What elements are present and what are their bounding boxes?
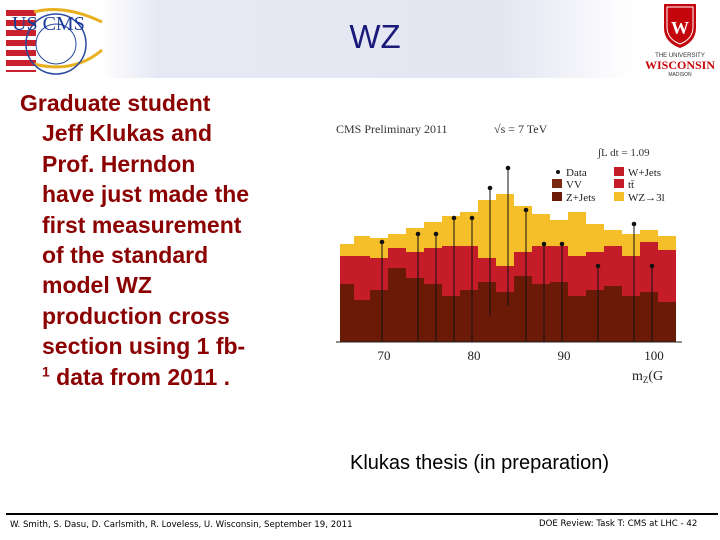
plot-header-left: CMS Preliminary 2011 — [336, 122, 448, 136]
plot-legend — [536, 160, 682, 210]
uw-line3: MADISON — [668, 72, 692, 78]
uw-logo — [640, 2, 720, 78]
footer-divider — [6, 513, 718, 515]
body-line-last — [20, 362, 310, 392]
uscms-logo — [4, 4, 108, 76]
legend-ttbar: tt̄ — [628, 179, 635, 191]
legend-wz: WZ→3l — [628, 192, 665, 204]
x-tick-label: 90 — [557, 348, 571, 363]
body-line: of the standard — [42, 242, 209, 269]
legend-vv: VV — [566, 179, 582, 191]
legend-wjets: W+Jets — [628, 167, 662, 179]
x-tick-label: 80 — [467, 348, 481, 363]
body-line: Jeff Klukas and — [42, 120, 212, 147]
footer-review: DOE Review: Task T: CMS at LHC - 42 — [539, 519, 698, 529]
body-line: Graduate student — [20, 90, 211, 116]
plot-caption: Klukas thesis (in preparation) — [350, 452, 610, 474]
crest-letter: W — [671, 18, 689, 38]
body-line: section using 1 fb- — [42, 333, 246, 360]
uw-line2: WISCONSIN — [644, 58, 716, 72]
body-text — [20, 88, 310, 392]
uscms-text: US CMS — [12, 13, 85, 35]
body-line: Prof. Herndon — [42, 150, 196, 177]
body-line: have just made the — [42, 181, 250, 208]
wz-mass-plot — [336, 116, 682, 390]
body-line: production cross — [42, 302, 230, 329]
body-line-tail: data from 2011 . — [49, 363, 231, 390]
footer-authors: W. Smith, S. Dasu, D. Carlsmith, R. Loveless, U. Wisconsin, September 19, 2011 — [10, 520, 353, 530]
x-tick-label: 70 — [377, 348, 391, 363]
body-line: first measurement — [42, 211, 242, 238]
body-line: model WZ — [42, 272, 152, 299]
x-tick-label: 100 — [644, 348, 664, 363]
uw-line1: THE UNIVERSITY — [655, 53, 705, 59]
legend-zjets: Z+Jets — [566, 192, 596, 204]
legend-data: Data — [566, 167, 587, 179]
plot-header-right: √s = 7 TeV — [494, 122, 548, 136]
plot-lumi: ∫L dt = 1.09 — [598, 147, 650, 159]
slide-title: WZ — [349, 18, 401, 55]
x-axis-label: $m_Z(G$ — [632, 369, 664, 385]
superscript-one: 1 — [42, 363, 50, 379]
